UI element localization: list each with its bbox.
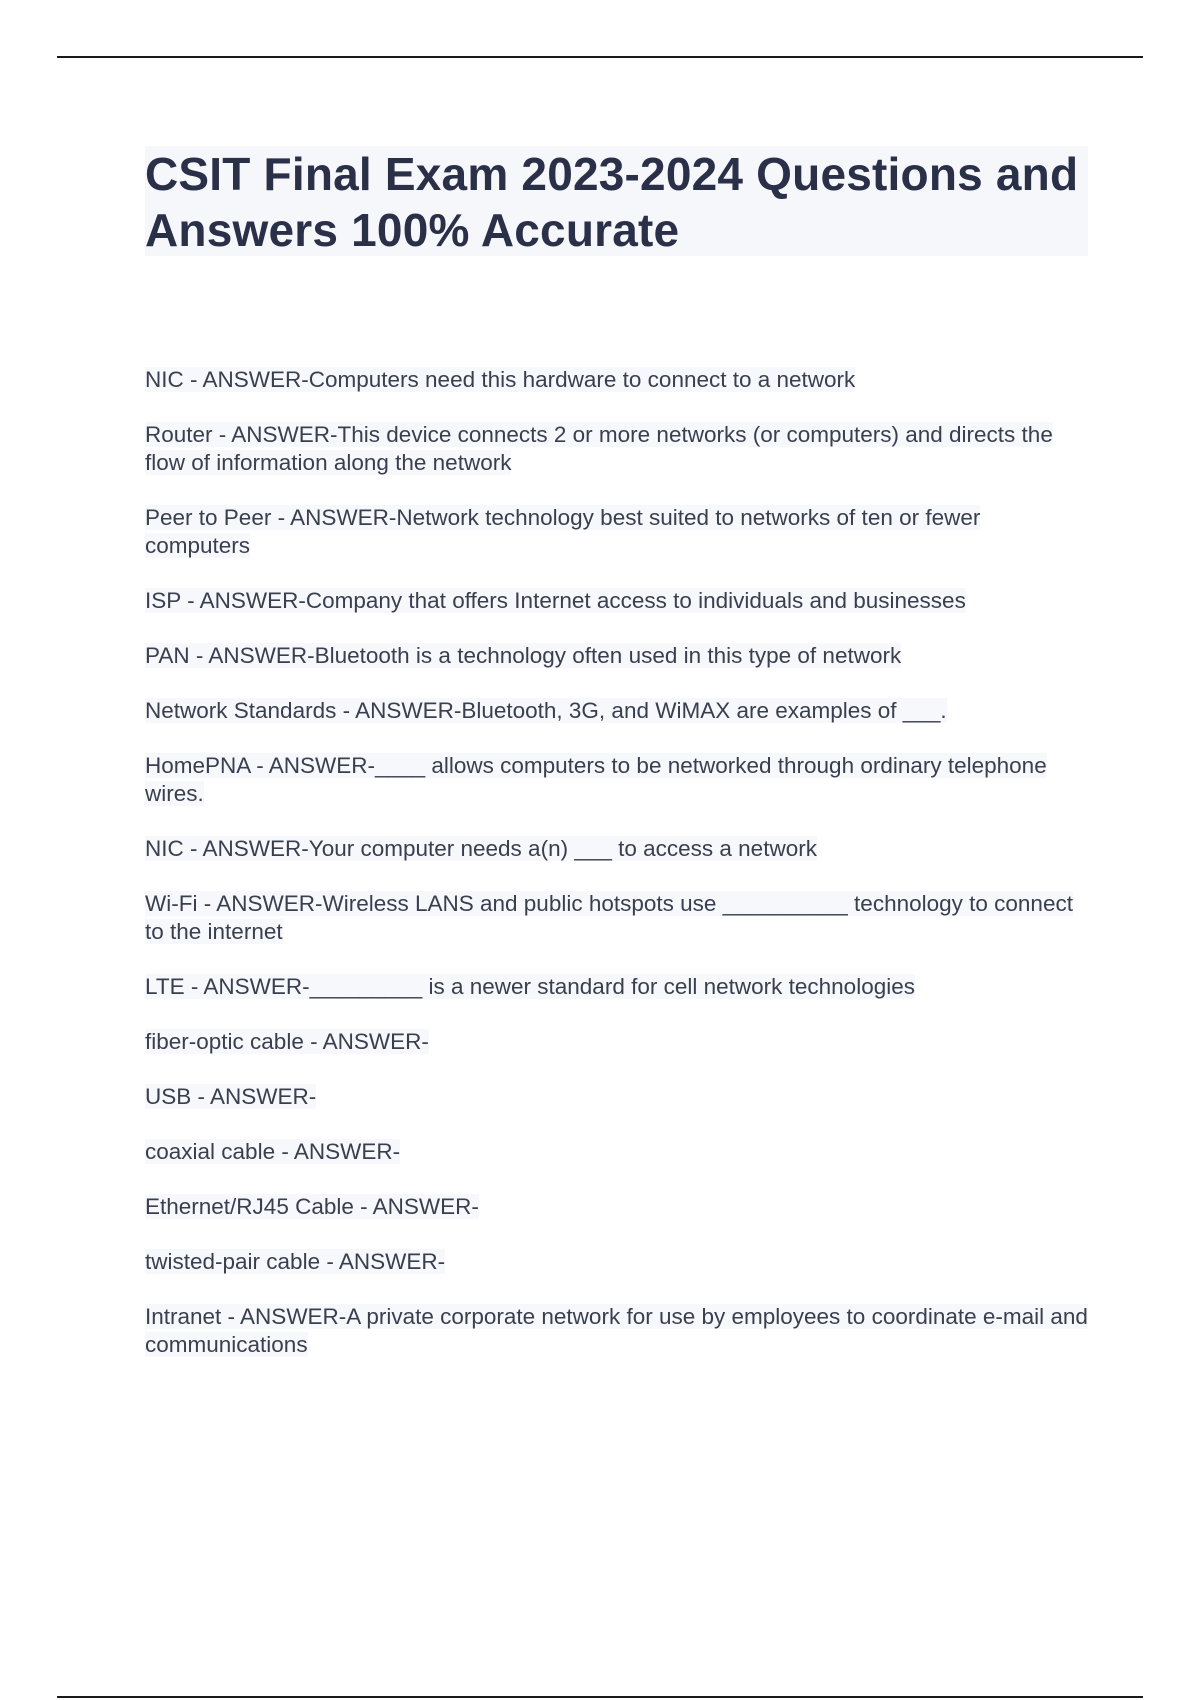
qa-item-text: Router - ANSWER-This device connects 2 or more networks (or computers) and directs the flow of information along the network: [145, 422, 1053, 475]
qa-item: [145, 421, 1090, 477]
qa-item: [145, 973, 1090, 1001]
qa-item: [145, 587, 1090, 615]
qa-item: [145, 1028, 1090, 1056]
qa-item: [145, 642, 1090, 670]
qa-item: [145, 1083, 1090, 1111]
qa-item-text: LTE - ANSWER-_________ is a newer standard for cell network technologies: [145, 974, 915, 999]
qa-item-text: Wi-Fi - ANSWER-Wireless LANS and public hotspots use __________ technology to connect to the internet: [145, 891, 1073, 944]
qa-item-text: fiber-optic cable - ANSWER-: [145, 1029, 429, 1054]
qa-item-text: Ethernet/RJ45 Cable - ANSWER-: [145, 1194, 479, 1219]
qa-item: [145, 1138, 1090, 1166]
top-divider: [57, 56, 1143, 58]
qa-item-text: Intranet - ANSWER-A private corporate network for use by employees to coordinate e-mail and communications: [145, 1304, 1088, 1357]
qa-item: [145, 890, 1090, 946]
qa-item: [145, 1193, 1090, 1221]
bottom-divider: [57, 1696, 1143, 1698]
qa-item: [145, 752, 1090, 808]
qa-item: [145, 697, 1090, 725]
qa-item-text: Network Standards - ANSWER-Bluetooth, 3G, and WiMAX are examples of ___.: [145, 698, 947, 723]
title-block: [145, 146, 1088, 256]
qa-item-text: twisted-pair cable - ANSWER-: [145, 1249, 446, 1274]
qa-item: [145, 504, 1090, 560]
qa-item: [145, 1248, 1090, 1276]
qa-item: [145, 835, 1090, 863]
qa-item-text: USB - ANSWER-: [145, 1084, 317, 1109]
document-title: CSIT Final Exam 2023-2024 Questions and Answers 100% Accurate: [145, 148, 1079, 256]
qa-item-text: ISP - ANSWER-Company that offers Internet access to individuals and businesses: [145, 588, 966, 613]
qa-item: [145, 366, 1090, 394]
qa-item-text: HomePNA - ANSWER-____ allows computers to be networked through ordinary telephone wires.: [145, 753, 1047, 806]
qa-item-text: NIC - ANSWER-Computers need this hardware to connect to a network: [145, 367, 856, 392]
qa-item-text: Peer to Peer - ANSWER-Network technology best suited to networks of ten or fewer computers: [145, 505, 981, 558]
qa-item: [145, 1303, 1090, 1359]
qa-item-text: coaxial cable - ANSWER-: [145, 1139, 401, 1164]
qa-item-text: PAN - ANSWER-Bluetooth is a technology often used in this type of network: [145, 643, 902, 668]
qa-list: [145, 366, 1090, 1386]
qa-item-text: NIC - ANSWER-Your computer needs a(n) ___ to access a network: [145, 836, 817, 861]
